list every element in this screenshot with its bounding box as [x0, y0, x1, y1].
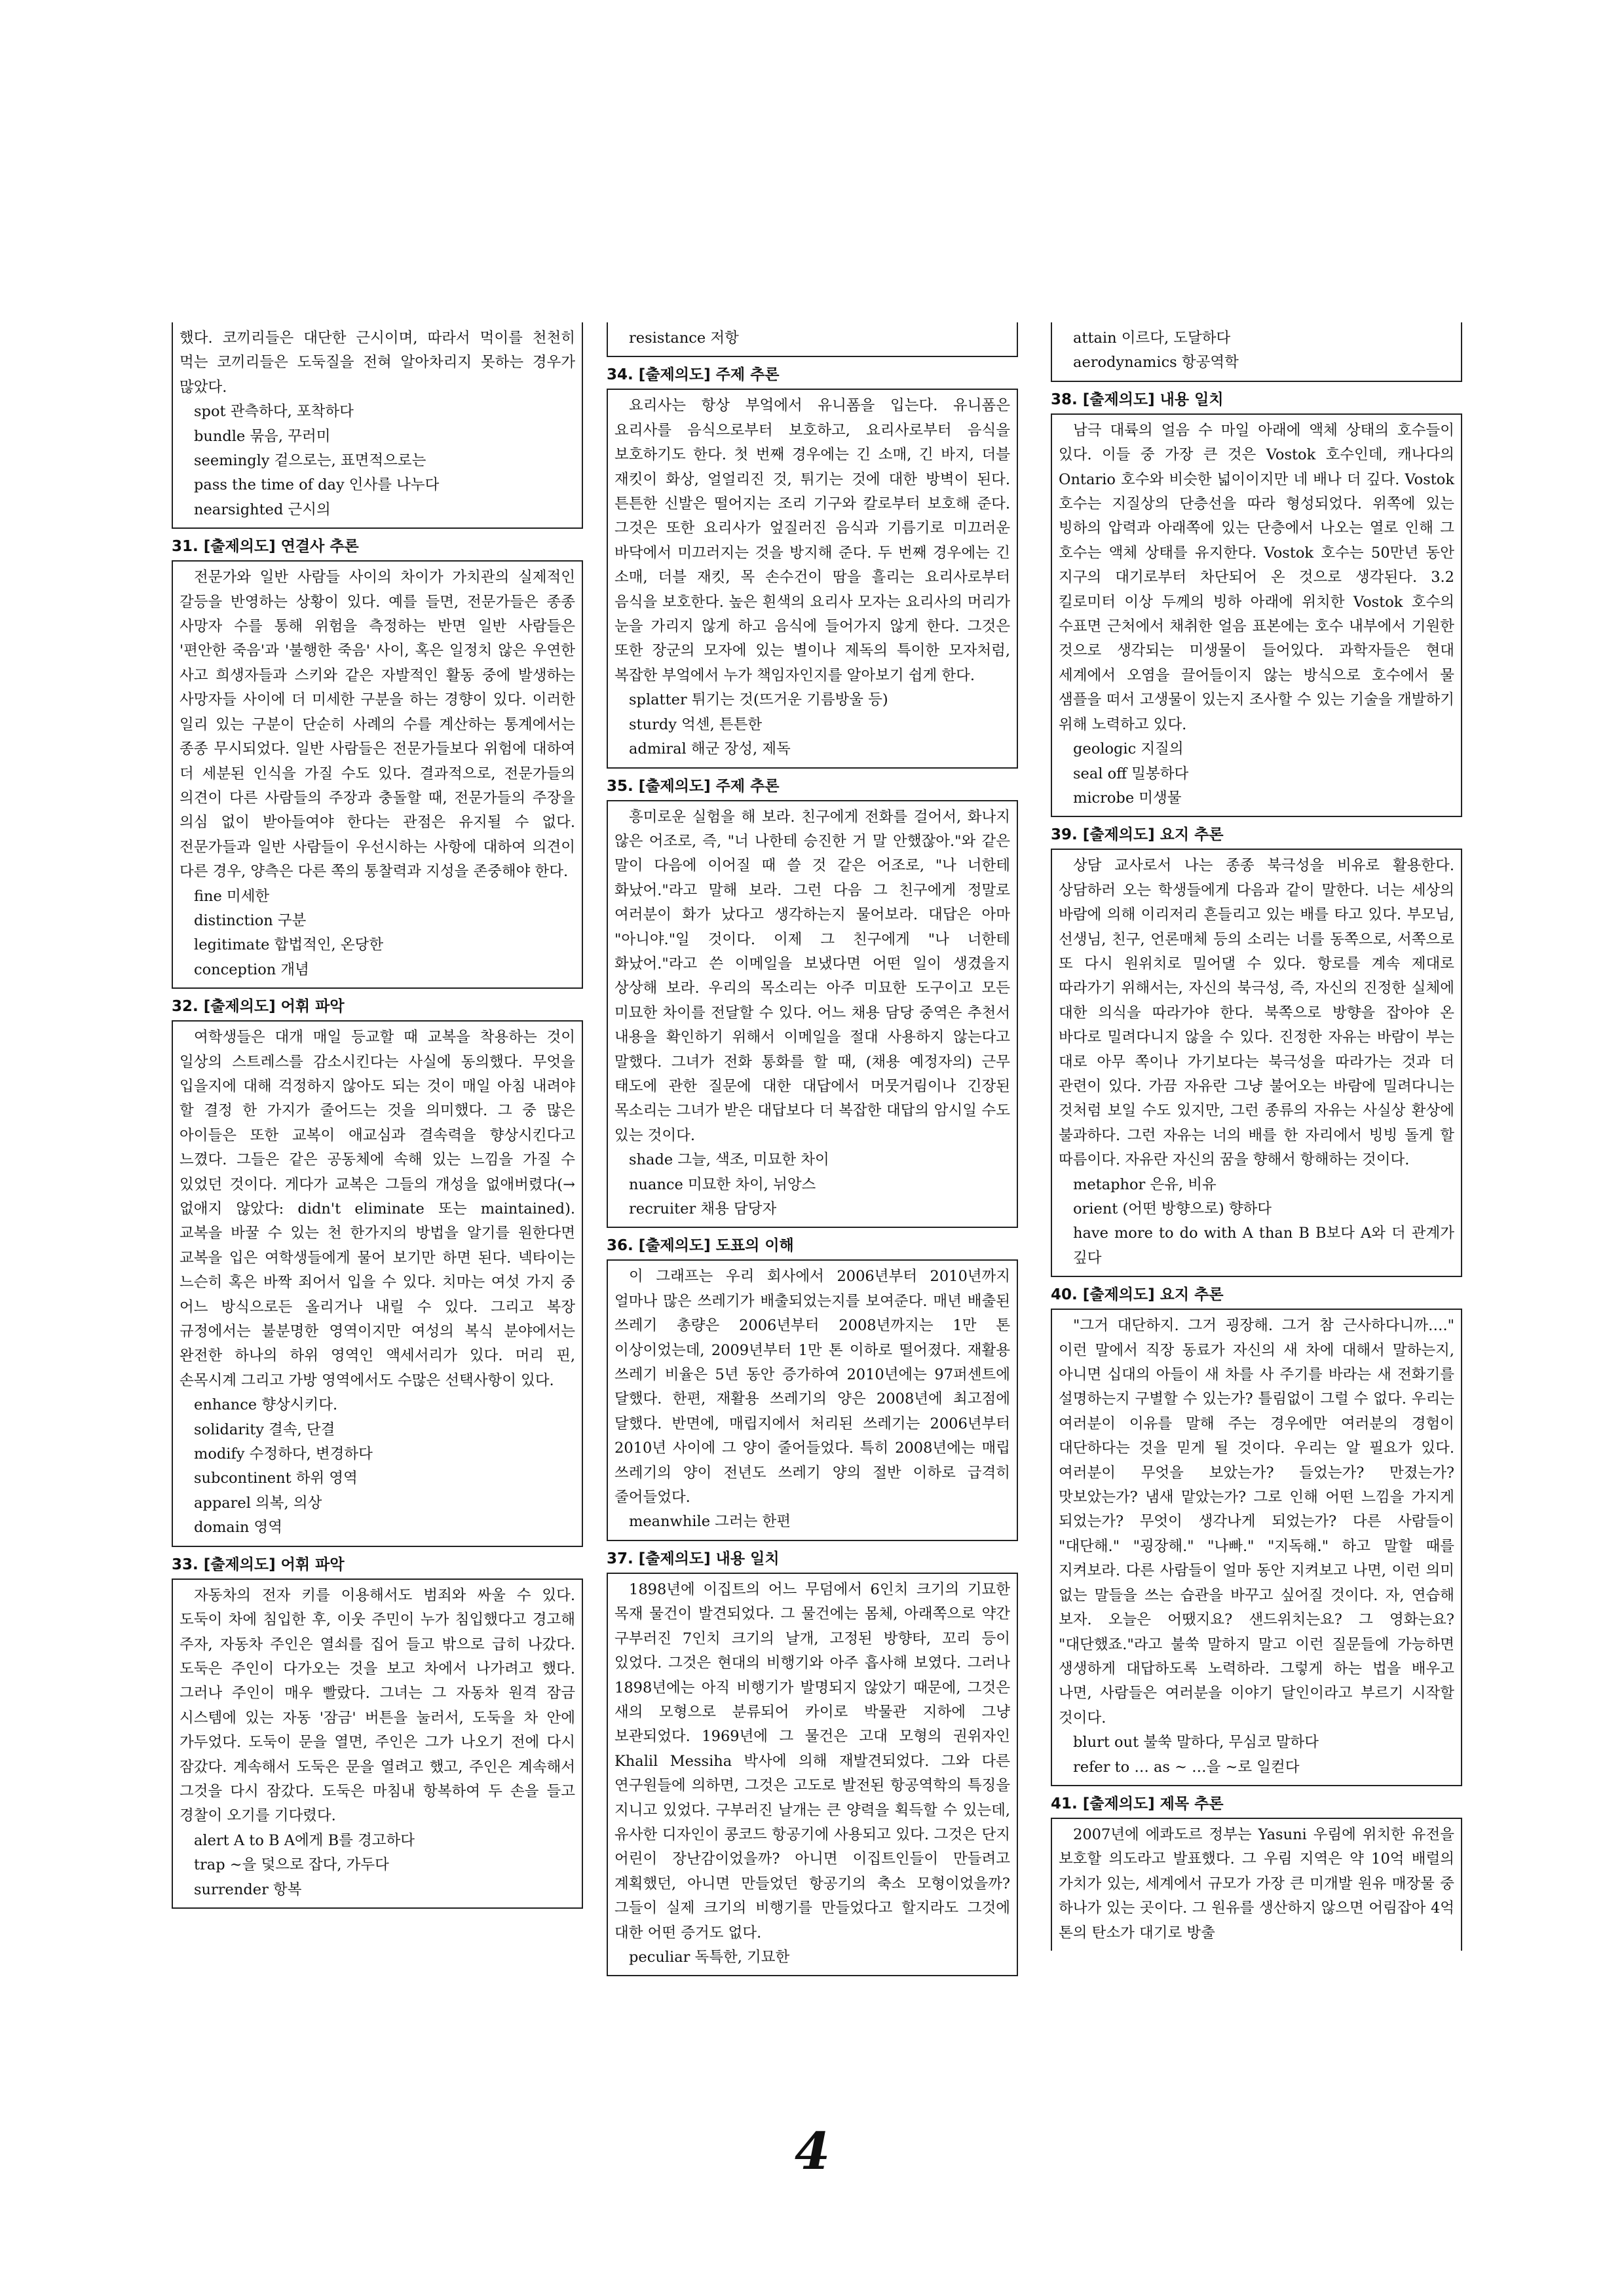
question-34-box: [607, 389, 1018, 768]
vocab-item: shade 그늘, 색조, 미묘한 차이: [629, 1151, 829, 1169]
question-35-heading: 35. [출제의도] 주제 추론: [607, 777, 780, 795]
vocab-item: enhance 향상시키다.: [194, 1396, 338, 1414]
vocab-item: aerodynamics 항공역학: [1073, 354, 1239, 372]
vocab-item: microbe 미생물: [1073, 789, 1182, 807]
vocab-item: subcontinent 하위 영역: [194, 1470, 358, 1487]
vocab-item: have more to do with A than B B보다 A와 더 관계가 깊다: [1073, 1225, 1454, 1267]
vocab-item: distinction 구분: [194, 911, 307, 929]
question-39-heading: 39. [출제의도] 요지 추론: [1051, 826, 1224, 844]
vocab-list: [614, 688, 1010, 761]
vocab-item: peculiar 독특한, 기묘한: [629, 1948, 790, 1966]
passage-37-continued: [1051, 322, 1462, 382]
passage-text: 1898년에 이집트의 어느 무덤에서 6인치 크기의 기묘한 목재 물건이 발견되었다. 그 물건에는 몸체, 아래쪽으로 약간 구부러진 7인치 크기의 날개, 고정된 방향타, 꼬리 등이 있었다. 그것은 현대의 비행기와 아주 흡사해 보였다. 그러나 1898년에는 아직 비행기가 발명되지 않았기 때문에, 그것은 새의 모형으로 분류되어 카이로 박물관 지하에 그냥 보관되었다. 1969년에 그 물건은 고대 모형의 권위자인 Khalil Messiha 박사에 의해 재발견되었다. 그와 다른 연구원들에 의하면, 그것은 고도로 발전된 항공역학의 특징을 지니고 있었다. 구부러진 날개는 큰 양력을 획득할 수 있는데, 유사한 디자인이 콩코드 항공기에 사용되고 있다. 그것은 단지 어린이 장난감이었을까? 아니면 이집트인들이 만들려고 계획했던, 아니면 만들었던 항공기의 축소 모형이었을까? 그들이 실제 크기의 비행기를 만들었다고 할지라도 그것에 대한 어떤 증거도 없다.: [614, 1580, 1010, 1942]
vocab-list: [179, 1829, 575, 1902]
passage-text: 자동차의 전자 키를 이용해서도 범죄와 싸울 수 있다. 도둑이 차에 침입한 후, 이웃 주민이 누가 침입했다고 경고해 주자, 자동차 주인은 열쇠를 집어 들고 밖으로 급히 나갔다. 도둑은 주인이 다가오는 것을 보고 차에서 나가려고 했다. 그러나 주인이 매우 빨랐다. 그녀는 그 자동차 원격 잠금 시스템에 있는 자동 '잠금' 버튼을 눌러서, 도둑을 차 안에 가두었다. 도둑이 문을 열면, 주인은 그가 나오기 전에 다시 잠갔다. 계속해서 도둑은 문을 열려고 했고, 주인은 계속해서 그것을 다시 잠갔다. 도둑은 마침내 항복하여 두 손을 들고 경찰이 오기를 기다렸다.: [179, 1586, 575, 1825]
vocab-item: apparel 의복, 의상: [194, 1494, 322, 1512]
vocab-list: [179, 885, 575, 983]
question-36-box: [607, 1259, 1018, 1540]
passage-text: 여학생들은 대개 매일 등교할 때 교복을 착용하는 것이 일상의 스트레스를 감소시킨다는 사실에 동의했다. 무엇을 입을지에 대해 걱정하지 않아도 되는 것이 매일 아침 내려야 할 결정 한 가지가 줄어드는 것을 의미했다. 그 중 많은 아이들은 또한 교복이 애교심과 결속력을 향상시킨다고 느꼈다. 그들은 같은 공동체에 속해 있는 느낌을 가질 수 있었던 것이다. 게다가 교복은 그들의 개성을 없애버렸다(→ 없애지 않았다: didn't eliminate 또는 maintained). 교복을 바꿀 수 있는 천 한가지의 방법을 알기를 원한다면 교복을 입은 여학생들에게 물어 보기만 하면 된다. 넥타이는 느슨히 혹은 바짝 죄어서 입을 수 있다. 치마는 여섯 가지 중 어느 방식으로든 올리거나 내릴 수 있다. 그리고 복장 규정에서는 불분명한 영역이지만 여성의 복식 분야에서는 완전한 하나의 하위 영역인 액세서리가 있다. 머리 핀, 손목시계 그리고 가방 영역에서도 수많은 선택사항이 있다.: [179, 1029, 575, 1389]
question-41-heading: 41. [출제의도] 제목 추론: [1051, 1795, 1224, 1812]
vocab-item: modify 수정하다, 변경하다: [194, 1445, 373, 1463]
column-3: [1051, 322, 1462, 1955]
question-35-box: [607, 800, 1018, 1229]
question-41-box: [1051, 1818, 1462, 1951]
vocab-item: seal off 밀봉하다: [1073, 765, 1189, 782]
vocab-item: geologic 지질의: [1073, 740, 1184, 758]
vocab-item: bundle 묶음, 꾸러미: [194, 427, 331, 445]
vocab-item: splatter 튀기는 것(뜨거운 기름방울 등): [629, 691, 888, 709]
vocab-list: [1059, 1731, 1454, 1780]
vocab-item: legitimate 합법적인, 온당한: [194, 936, 384, 954]
vocab-item: pass the time of day 인사를 나누다: [194, 476, 440, 494]
column-1: [172, 322, 583, 1913]
vocab-item: resistance 저항: [629, 330, 739, 347]
passage-text: 흥미로운 실험을 해 보라. 친구에게 전화를 걸어서, 화나지 않은 어조로, 즉, "너 나한테 승진한 거 말 안했잖아."와 같은 말이 다음에 이어질 때 쓸 것 같은 어조로, "나 너한테 화났어."라고 말해 보라. 그런 다음 그 친구에게 정말로 여러분이 화가 났다고 생각하는지 물어보라. 대답은 아마 "아니야."일 것이다. 이제 그 친구에게 "나 너한테 화났어."라고 쓴 이메일을 보냈다면 어떤 일이 생겼을지 상상해 보라. 우리의 목소리는 아주 미묘한 도구이고 모든 미묘한 차이를 전달할 수 있다. 어느 채용 담당 중역은 추천서 내용을 확인하기 위해서 이메일을 절대 사용하지 않는다고 말했다. 그녀가 전화 통화를 할 때, (채용 예정자의) 근무 태도에 관한 질문에 대한 대답에서 머뭇거림이나 긴장된 목소리는 그녀가 받은 대답보다 더 복잡한 대답의 암시일 수도 있는 것이다.: [614, 808, 1010, 1144]
vocab-list: [179, 400, 575, 522]
question-32-box: [172, 1020, 583, 1547]
question-31-box: [172, 560, 583, 989]
question-33-box: [172, 1578, 583, 1909]
vocab-list: [179, 1393, 575, 1540]
vocab-item: alert A to B A에게 B를 경고하다: [194, 1831, 415, 1849]
vocab-item: spot 관측하다, 포착하다: [194, 403, 354, 421]
question-37-heading: 37. [출제의도] 내용 일치: [607, 1550, 780, 1567]
passage-30-continued: [172, 322, 583, 529]
question-39-box: [1051, 849, 1462, 1277]
vocab-item: meanwhile 그러는 한편: [629, 1513, 791, 1531]
vocab-item: admiral 해군 장성, 제독: [629, 740, 791, 758]
vocab-item: nuance 미묘한 차이, 뉘앙스: [629, 1176, 816, 1193]
vocab-list: [614, 1148, 1010, 1221]
passage-text: 이 그래프는 우리 회사에서 2006년부터 2010년까지 얼마나 많은 쓰레기가 배출되었는지를 보여준다. 매년 배출된 쓰레기 총량은 2006년부터 2008년까지는 1만 톤 이상이었는데, 2009년부터 1만 톤 이하로 떨어졌다. 재활용 쓰레기 비율은 5년 동안 증가하여 2010년에는 97퍼센트에 달했다. 한편, 재활용 쓰레기의 양은 2008년에 최고점에 달했다. 반면에, 매립지에서 처리된 쓰레기는 2006년부터 2010년 사이에 그 양이 줄어들었다. 특히 2008년에는 매립 쓰레기의 양이 전년도 쓰레기 양의 절반 이하로 급격히 줄어들었다.: [614, 1268, 1010, 1506]
vocab-item: refer to … as ~ …을 ~로 일컫다: [1073, 1758, 1300, 1776]
vocab-list: [1059, 1173, 1454, 1271]
vocab-item: metaphor 은유, 비유: [1073, 1176, 1217, 1193]
vocab-item: attain 이르다, 도달하다: [1073, 330, 1231, 347]
passage-text: 전문가와 일반 사람들 사이의 차이가 가치관의 실제적인 갈등을 반영하는 상황이 있다. 예를 들면, 전문가들은 종종 사망자 수를 통해 위험을 측정하는 반면 일반 사람들은 '편안한 죽음'과 '불행한 죽음' 사이, 혹은 일정치 않은 우연한 사고 희생자들과 스키와 같은 자발적인 활동 중에 발생하는 사망자들 사이에 더 미세한 구분을 하는 경향이 있다. 이러한 일리 있는 구분이 단순히 사례의 수를 계산하는 통계에서는 종종 무시되었다. 일반 사람들은 전문가들보다 위험에 대하여 더 세분된 인식을 가질 수도 있다. 결과적으로, 전문가들의 의견이 다른 사람들의 주장과 충돌할 때, 전문가들의 주장을 의심 없이 받아들여야 한다는 관점은 유지될 수 없다. 전문가들과 일반 사람들이 우선시하는 사항에 대하여 의견이 다른 경우, 양측은 다른 쪽의 통찰력과 지성을 존중해야 한다.: [179, 569, 575, 881]
passage-text: 했다. 코끼리들은 대단한 근시이며, 따라서 먹이를 천천히 먹는 코끼리들은 도둑질을 전혀 알아차리지 못하는 경우가 많았다.: [179, 330, 575, 396]
passage-text: 요리사는 항상 부엌에서 유니폼을 입는다. 유니폼은 요리사를 음식으로부터 보호하고, 요리사로부터 음식을 보호하기도 한다. 첫 번째 경우에는 긴 소매, 긴 바지, 더블 재킷이 화상, 얼얼리진 것, 튀기는 것에 대한 방벽이 된다. 튼튼한 신발은 떨어지는 조리 기구와 칼로부터 보호해 준다. 그것은 또한 요리사가 엎질러진 음식과 기름기로 미끄러운 바닥에서 미끄러지는 것을 방지해 준다. 두 번째 경우에는 긴 소매, 더블 재킷, 목 손수건이 땀을 흘리는 요리사로부터 음식을 보호한다. 높은 흰색의 요리사 모자는 요리사의 머리가 눈을 가리지 않게 하고 음식에 들어가지 않게 한다. 그것은 또한 장군의 모자에 있는 별이나 제독의 특이한 모자처럼, 복잡한 부엌에서 누가 책임자인지를 알아보기 쉽게 한다.: [614, 397, 1010, 684]
passage-text: "그거 대단하지. 그거 굉장해. 그거 참 근사하다니까…." 이런 말에서 직장 동료가 자신의 새 차에 대해서 말하는지, 아니면 십대의 아들이 새 차를 사 주기를 바라는 새 전화기를 설명하는지 구별할 수 있는가? 틀림없이 그럴 수 없다. 우리는 여러분이 이유를 말해 주는 경우에만 여러분의 경험이 대단하다는 것을 믿게 될 것이다. 우리는 알 필요가 있다. 여러분이 무엇을 보았는가? 들었는가? 만졌는가? 맛보았는가? 냄새 맡았는가? 그로 인해 어떤 느낌을 가지게 되었는가? 무엇이 생각나게 되었는가? 다른 사람들이 "대단해." "굉장해." "나빠." "지독해." 하고 말할 때를 지켜보라. 다른 사람들이 얼마 동안 지켜보고 나면, 이런 의미 없는 말들을 쓰는 습관을 바꾸고 싶어질 것이다. 자, 연습해 보자. 오늘은 어땠지요? 샌드위치는요? 그 영화는요? "대단했죠."라고 불쑥 말하지 말고 이런 질문들에 가능하면 생생하게 대답하도록 노력하라. 그렇게 하는 법을 배우고 나면, 사람들은 여러분을 이야기 달인이라고 부르기 시작할 것이다.: [1059, 1317, 1454, 1727]
vocab-item: solidarity 결속, 단결: [194, 1421, 335, 1438]
page-number: 4: [794, 2122, 831, 2181]
vocab-list: [1059, 326, 1454, 375]
vocab-item: surrender 항복: [194, 1881, 302, 1898]
question-32-heading: 32. [출제의도] 어휘 파악: [172, 998, 345, 1016]
vocab-list: [614, 1945, 1010, 1970]
vocab-item: domain 영역: [194, 1519, 283, 1537]
vocab-list: [1059, 737, 1454, 811]
column-2: [607, 322, 1018, 1980]
question-37-box: [607, 1573, 1018, 1977]
vocab-item: trap ~을 덫으로 잡다, 가두다: [194, 1856, 389, 1874]
question-40-box: [1051, 1309, 1462, 1786]
vocab-item: blurt out 불쑥 말하다, 무심코 말하다: [1073, 1734, 1319, 1751]
vocab-item: fine 미세한: [194, 887, 270, 905]
question-38-heading: 38. [출제의도] 내용 일치: [1051, 391, 1224, 408]
vocab-item: recruiter 채용 담당자: [629, 1200, 777, 1217]
vocab-list: [614, 326, 1010, 351]
passage-text: 상담 교사로서 나는 종종 북극성을 비유로 활용한다. 상담하러 오는 학생들에게 다음과 같이 말한다. 너는 세상의 바람에 의해 이리저리 흔들리고 있는 배를 타고 있다. 부모님, 선생님, 친구, 언론매체 등의 소리는 너를 동쪽으로, 서쪽으로 또 다시 원위치로 밀어댈 수 있다. 항로를 계속 제대로 따라가기 위해서는, 자신의 북극성, 즉, 자신의 진정한 실체에 대한 의식을 따라가야 한다. 북쪽으로 방향을 잡아야 온 바다로 밀려다니지 않을 수 있다. 진정한 자유는 바람이 부는 대로 아무 쪽이나 가기보다는 북극성을 따라가는 것과 더 관련이 있다. 가끔 자유란 그냥 불어오는 바람에 밀려다니는 것처럼 보일 수도 있지만, 그런 종류의 자유는 사실상 환상에 불과하다. 그런 자유는 너의 배를 한 자리에서 빙빙 돌게 할 따름이다. 자유란 자신의 꿈을 향해서 항해하는 것이다.: [1059, 857, 1454, 1169]
vocab-item: nearsighted 근시의: [194, 501, 331, 518]
passage-33-continued: [607, 322, 1018, 357]
question-33-heading: 33. [출제의도] 어휘 파악: [172, 1556, 345, 1573]
vocab-item: sturdy 억센, 튼튼한: [629, 716, 763, 733]
vocab-list: [614, 1510, 1010, 1534]
question-36-heading: 36. [출제의도] 도표의 이해: [607, 1237, 794, 1255]
question-31-heading: 31. [출제의도] 연결사 추론: [172, 538, 359, 556]
passage-text: 2007년에 에콰도르 정부는 Yasuni 우림에 위치한 유전을 보호할 의도라고 발표했다. 그 우림 지역은 약 10억 배럴의 가치가 있는, 세계에서 규모가 가장 큰 미개발 원유 매장물 중 하나가 있는 곳이다. 그 원유를 생산하지 않으면 어림잡아 4억 톤의 탄소가 대기로 방출: [1059, 1826, 1454, 1942]
question-38-box: [1051, 413, 1462, 818]
vocab-item: conception 개념: [194, 961, 309, 978]
question-34-heading: 34. [출제의도] 주제 추론: [607, 366, 780, 384]
vocab-item: orient (어떤 방향으로) 향하다: [1073, 1200, 1272, 1217]
passage-text: 남극 대륙의 얼음 수 마일 아래에 액체 상태의 호수들이 있다. 이들 중 가장 큰 것은 Vostok 호수인데, 캐나다의 Ontario 호수와 비슷한 넓이이지만 네 배나 더 깊다. Vostok 호수는 지질상의 단층선을 따라 형성되었다. 위쪽에 있는 빙하의 압력과 아래쪽에 있는 단층에서 나오는 열로 인해 그 호수는 액체 상태를 유지한다. Vostok 호수는 50만년 동안 지구의 대기로부터 차단되어 온 것으로 생각된다. 3.2 킬로미터 이상 두께의 빙하 아래에 위치한 Vostok 호수의 수표면 근처에서 채취한 얼음 표본에는 호수 내부에서 기원한 것으로 생각되는 미생물이 들어있다. 과학자들은 현대 세계에서 오염을 끌어들이지 않는 방식으로 호수에서 물 샘플을 떠서 고생물이 있는지 조사할 수 있는 기술을 개발하기 위해 노력하고 있다.: [1059, 421, 1454, 733]
vocab-item: seemingly 겉으로는, 표면적으로는: [194, 452, 426, 470]
question-40-heading: 40. [출제의도] 요지 추론: [1051, 1286, 1224, 1304]
